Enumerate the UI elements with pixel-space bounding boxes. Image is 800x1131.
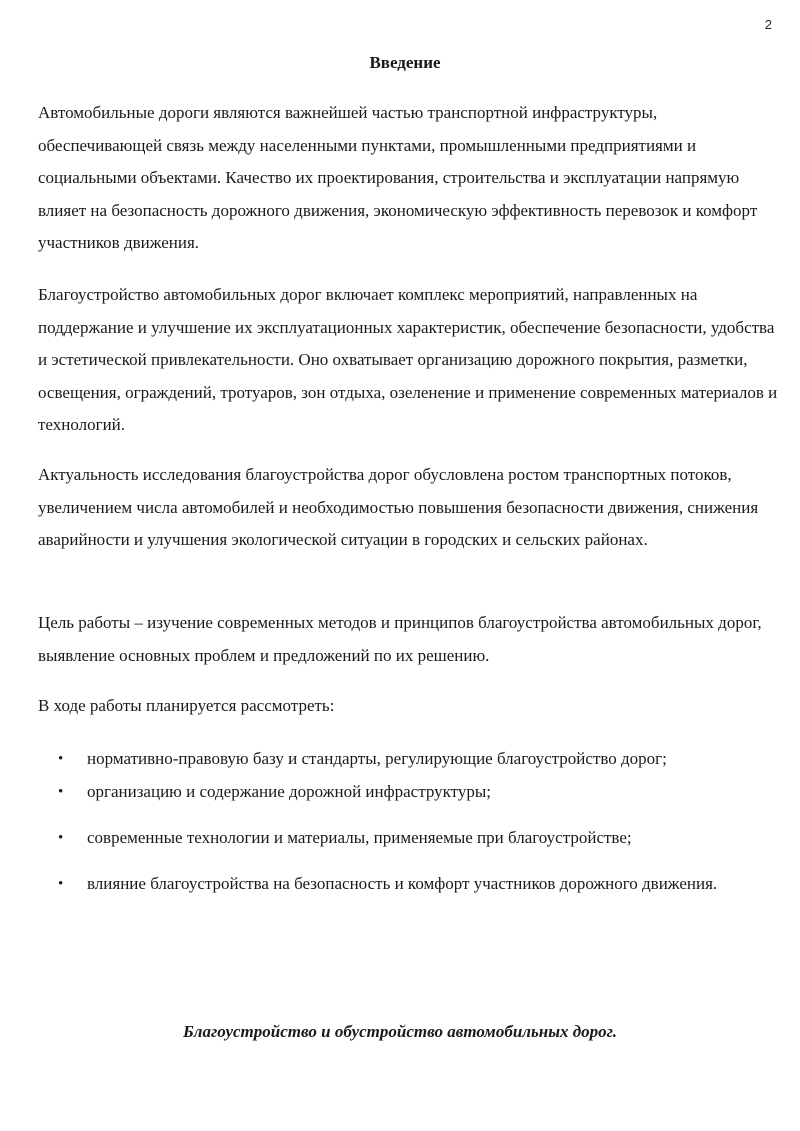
bullet-icon: • <box>58 784 64 800</box>
list-item-text: современные технологии и материалы, применяемые при благоустройстве; <box>87 828 632 847</box>
list-item-text: организацию и содержание дорожной инфраструктуры; <box>87 782 492 801</box>
bullet-icon: • <box>58 830 64 846</box>
list-item-text: нормативно-правовую базу и стандарты, регулирующие благоустройство дорог; <box>87 749 667 768</box>
list-item <box>58 823 758 853</box>
list-item-text: влияние благоустройства на безопасность и комфорт участников дорожного движения. <box>87 874 718 893</box>
paragraph-goal: Цель работы – изучение современных методов и принципов благоустройства автомобильных дорог, выявление основных проблем и предложений по их решению. <box>38 613 762 665</box>
paragraph-relevance: Актуальность исследования благоустройства дорог обусловлена ростом транспортных потоков, увеличением числа автомобилей и необходимостью повышения безопасности движения, снижения аварийности и улучшения экологической ситуации в городских и сельских районах. <box>38 465 759 549</box>
paragraph-improvement: Благоустройство автомобильных дорог включает комплекс мероприятий, направленных на поддержание и улучшение их эксплуатационных характеристик, обеспечение безопасности, удобства и эстетической привлекательности. Оно охватывает организацию дорожного покрытия, разметки, освещения, ограждений, тротуаров, зон отдыха, озеленение и применение современных материалов и технологий. <box>38 285 778 434</box>
list-item <box>58 777 758 807</box>
bullet-icon: • <box>58 876 64 892</box>
page-number: 2 <box>764 17 772 32</box>
section-subheading: Благоустройство и обустройство автомобильных дорог. <box>183 1022 617 1041</box>
page-title: Введение <box>369 53 441 72</box>
paragraph-intro: Автомобильные дороги являются важнейшей частью транспортной инфраструктуры, обеспечивающей связь между населенными пунктами, промышленными предприятиями и социальными объектами. Качество их проектирования, строительства и эксплуатации напрямую влияет на безопасность дорожного движения, экономическую эффективность перевозок и комфорт участников движения. <box>38 103 758 252</box>
list-item <box>58 869 758 899</box>
bullet-icon: • <box>58 751 64 767</box>
list-item <box>58 744 758 774</box>
paragraph-plan: В ходе работы планируется рассмотреть: <box>38 696 335 715</box>
